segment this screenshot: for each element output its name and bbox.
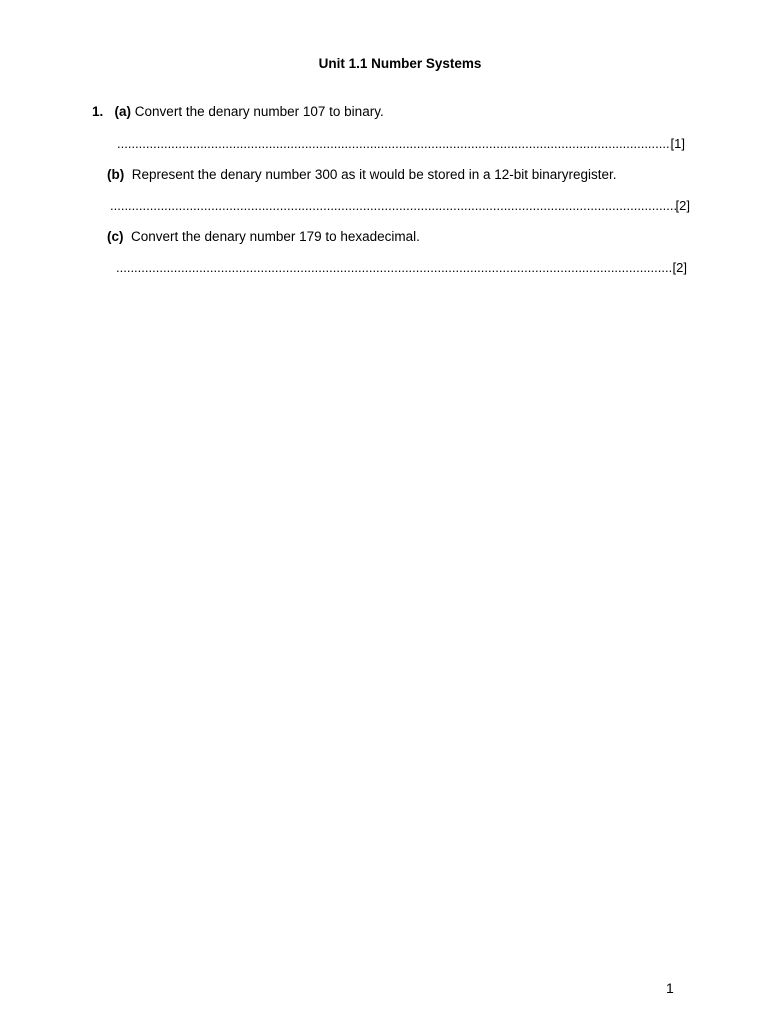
question-part-c [107, 229, 420, 245]
page-number: 1 [666, 980, 674, 996]
part-c-text: Convert the denary number 179 to hexadecimal. [131, 229, 420, 244]
answer-dots-c [116, 260, 673, 276]
marks-b: [2] [675, 198, 690, 213]
part-a-label: (a) [114, 104, 132, 119]
question-part-a [92, 104, 384, 120]
part-b-text: Represent the denary number 300 as it would be stored in a 12-bit binaryregister. [131, 167, 617, 182]
part-b-label: (b) [107, 167, 125, 182]
marks-c: [2] [672, 260, 687, 275]
answer-dots-b [110, 198, 676, 214]
marks-a: [1] [670, 136, 685, 151]
question-part-b [107, 167, 617, 183]
question-number: 1. [92, 104, 104, 119]
answer-line-b[interactable] [110, 198, 690, 214]
part-c-label: (c) [107, 229, 124, 244]
answer-dots-a [117, 136, 671, 152]
page-title: Unit 1.1 Number Systems [318, 56, 482, 71]
part-a-text: Convert the denary number 107 to binary. [134, 104, 384, 119]
answer-line-c[interactable] [116, 260, 687, 276]
answer-line-a[interactable] [117, 136, 685, 152]
